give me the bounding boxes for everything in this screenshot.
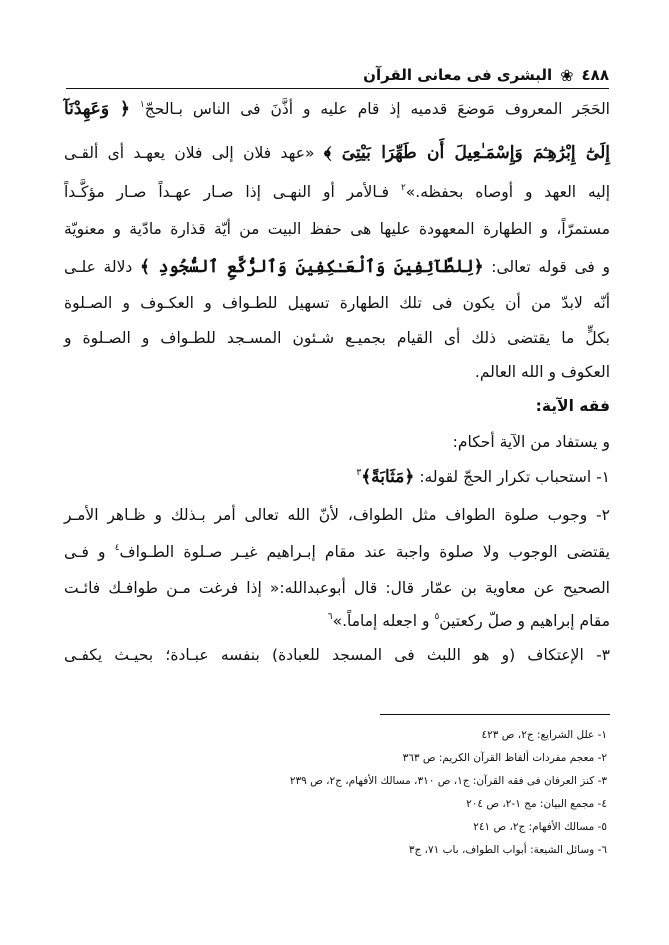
footnote-divider xyxy=(380,714,610,715)
footnote-ref: ٦ xyxy=(327,612,333,622)
text-line: مقام إبراهيم و صلّ ركعتين$^٥$ و اجعله إماماً.»$^٦$ xyxy=(327,612,610,630)
flower-ornament-icon: ❀ xyxy=(560,65,574,85)
page-number: ٤٨٨ xyxy=(581,66,609,84)
footnote-ref: ٤ xyxy=(114,543,120,553)
footnote-ref: ٥ xyxy=(434,612,440,622)
list-item: ٢- وجوب صلوة الطواف مثل الطواف، لأنّ الله تعالى أمر بـذلك و ظـاهر الأمـر xyxy=(64,506,610,524)
footnote: ٥- مسالك الأفهام: ج٢، ص ٢٤١ xyxy=(473,821,607,833)
footnote: ٣- كنز العرفان فى فقه القرآن: ج١، ص ٣١٠، مسالك الأفهام، ج٢، ص ٢٣٩ xyxy=(289,775,607,787)
text-line: مستمرّاً، و الطهارة المعهودة عليها هى حفظ البيت من أيّة قذارة مادّية و معنويّة xyxy=(64,220,610,238)
text-line: الحَجَر المعروف مَوضعَ قدميه إذ قام عليه و أذَّنَ فى الناس بـالحجّ$^١$ ﴿ وَعَهِدْنَآ xyxy=(64,99,610,119)
quran-verse: إِلَىٰٓ إِبْرَٰهِـۧمَ وَإِسْمَـٰعِيلَ أَن طَهِّرَا بَيْتِىَ ﴾ xyxy=(323,143,610,163)
text-line: الصحيح عن معاوية بن عمّار قال: قال أبوعبدالله:« إذا فرغت مـن طوافـك فائـت xyxy=(64,579,610,597)
list-item: ١- استحباب تكرار الحجّ لقوله: ﴿مَثَابَةً﴾$^٣$ xyxy=(356,467,610,487)
text-line: العكوف و الله العالم. xyxy=(474,363,610,381)
footnote: ٢- معجم مفردات ألفاظ القرآن الكريم: ص ٣٦٣ xyxy=(402,752,607,764)
header-divider xyxy=(66,88,609,89)
text-line: و فى قوله تعالى: ﴿لِلطَّآئِفِينَ وَٱلْعَـٰكِفِينَ وَٱلرُّكَّعِ ٱلسُّجُودِ ﴾ دلالة علـى xyxy=(64,257,610,277)
footnote-ref: ٣ xyxy=(356,468,362,478)
footnote: ٤- مجمع البيان: مج ١-٢، ص ٢٠٤ xyxy=(466,798,607,810)
section-heading: فقه الآية: xyxy=(535,397,610,415)
text-line: إِلَىٰٓ إِبْرَٰهِـۧمَ وَإِسْمَـٰعِيلَ أَن طَهِّرَا بَيْتِىَ ﴾ «عهد فلان إلى فلان يعهـد أى ألقـى xyxy=(64,143,610,163)
text-line: بكلٍّ ما يقتضى ذلك أى القيام بجميـع شـئون المسـجد للطـواف و الصـلوة و xyxy=(64,329,610,347)
book-title: البشرى فى معانى القرآن xyxy=(363,66,553,84)
footnote-ref: ٢ xyxy=(400,183,406,193)
quran-verse: ﴿لِلطَّآئِفِينَ وَٱلْعَـٰكِفِينَ وَٱلرُّكَّعِ ٱلسُّجُودِ ﴾ xyxy=(140,257,484,277)
running-header xyxy=(66,62,609,88)
text-line: أنّه لابدّ من أن يكون فى تلك الطهارة تسهيل للطـواف و العكـوف و الصـلوة xyxy=(64,294,610,312)
text-line: و يستفاد من الآية أحكام: xyxy=(452,433,610,451)
footnote: ١- علل الشرايع: ج٢، ص ٤٢٣ xyxy=(481,729,607,741)
quran-verse: ﴿مَثَابَةً﴾ xyxy=(361,467,415,487)
list-item: ٣- الإعتكاف (و هو اللبث فى المسجد للعبادة) بنفسه عبـادة؛ بحيـث يكفـى xyxy=(64,646,610,664)
footnote: ٦- وسائل الشيعة: أبواب الطواف، باب ٧١، ج٣ xyxy=(408,844,607,856)
text-line: إليه العهد و أوصاه بحفظه.»$^٢$ فـالأمر أو النهـى إذا صـار عهـداً صـار مؤكَّـداً xyxy=(64,183,610,201)
text-line: يقتضى الوجوب ولا صلوة واجبة عند مقام إبـراهيم غيـر صـلوة الطـواف$^٤$ و فـى xyxy=(64,543,610,561)
quran-verse: ﴿ وَعَهِدْنَآ xyxy=(64,99,130,119)
footnote-ref: ١ xyxy=(139,100,145,110)
